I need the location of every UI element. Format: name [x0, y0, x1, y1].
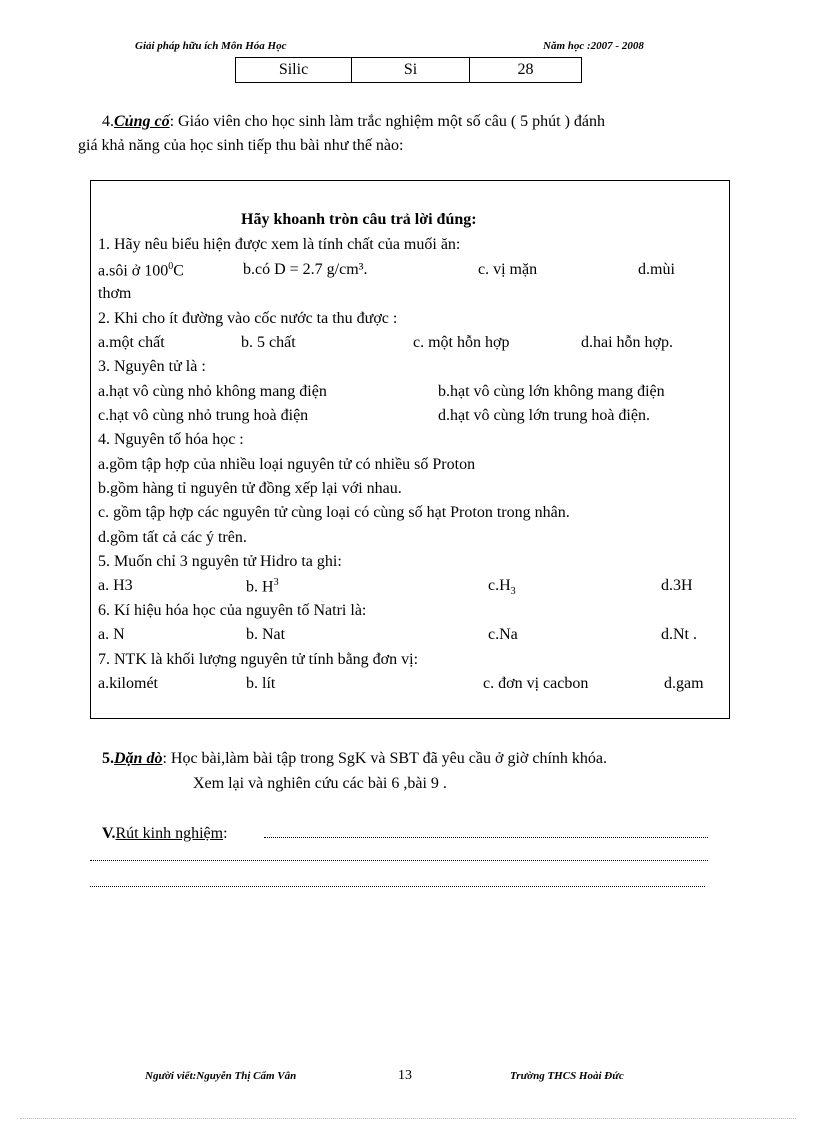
section-v-number: V. — [102, 825, 116, 842]
q3-option-a: a.hạt vô cùng nhỏ không mang điện — [98, 383, 327, 400]
q5c-sub: 3 — [510, 586, 516, 598]
section5-number: 5. — [102, 750, 114, 767]
question-6: 6. Kí hiệu hóa học của nguyên tố Natri là: — [98, 602, 367, 619]
section5-line2: Xem lại và nghiên cứu các bài 6 ,bài 9 . — [193, 775, 447, 792]
q6-option-b: b. Nat — [246, 626, 286, 643]
element-name-cell: Silic — [236, 58, 352, 83]
section5-text: : Học bài,làm bài tập trong SgK và SBT đã yêu cầu ở giờ chính khóa. — [162, 750, 607, 767]
element-table — [235, 57, 582, 83]
q5b-sup: 3 — [273, 577, 279, 588]
q5-option-d: d.3H — [661, 577, 693, 594]
page-number: 13 — [398, 1068, 412, 1083]
footer-school: Trường THCS Hoài Đức — [510, 1070, 624, 1082]
question-7: 7. NTK là khối lượng nguyên tử tính bằng đơn vị: — [98, 651, 419, 668]
q5-option-a: a. H3 — [98, 577, 133, 594]
dotted-line — [90, 886, 705, 887]
section4-line2: giá khả năng của học sinh tiếp thu bài như thế nào: — [78, 137, 404, 154]
q5b-text: b. H — [246, 578, 274, 596]
q1a-sup: 0 — [168, 261, 174, 272]
header-right: Năm học :2007 - 2008 — [543, 40, 644, 52]
q4-option-d: d.gồm tất cả các ý trên. — [98, 529, 247, 546]
dotted-line — [90, 860, 708, 861]
section4-line1 — [102, 110, 605, 134]
q7-option-c: c. đơn vị cacbon — [483, 675, 589, 692]
section4-heading: Củng cố — [114, 113, 170, 130]
q4-option-a: a.gồm tập hợp của nhiều loại nguyên tử có nhiều số Proton — [98, 456, 476, 473]
q1-option-b: b.có D = 2.7 g/cm³. — [243, 261, 368, 278]
q3-option-d: d.hạt vô cùng lớn trung hoà điện. — [438, 407, 650, 424]
q5-option-c — [488, 577, 516, 597]
element-mass-cell: 28 — [470, 58, 582, 83]
q7-option-a: a.kilomét — [98, 675, 158, 692]
q7-option-d: d.gam — [664, 675, 704, 692]
q6-option-c: c.Na — [488, 626, 518, 643]
q6-option-a: a. N — [98, 626, 125, 643]
q1-option-c: c. vị mặn — [478, 261, 538, 278]
q4-option-c: c. gồm tập hợp các nguyên tử cùng loại có cùng số hạt Proton trong nhân. — [98, 504, 570, 521]
q7-option-b: b. lít — [246, 675, 276, 692]
q2-option-a: a.một chất — [98, 334, 165, 351]
question-4: 4. Nguyên tố hóa học : — [98, 431, 244, 448]
q5c-text: c.H — [488, 577, 511, 594]
q2-option-d: d.hai hỗn hợp. — [581, 334, 674, 351]
q1-option-a — [98, 261, 184, 280]
section4-text: : Giáo viên cho học sinh làm trắc nghiệm một số câu ( 5 phút ) đánh — [169, 113, 606, 130]
section5-line1 — [102, 747, 607, 771]
element-symbol-cell: Si — [352, 58, 470, 83]
header-left: Giải pháp hữu ích Môn Hóa Học — [135, 40, 287, 52]
q6-option-d: d.Nt . — [661, 626, 697, 643]
q2-option-c: c. một hỗn hợp — [413, 334, 510, 351]
q3-option-c: c.hạt vô cùng nhỏ trung hoà điện — [98, 407, 309, 424]
section-v-title — [102, 822, 228, 846]
quiz-box — [90, 180, 730, 719]
q4-option-b: b.gồm hàng tỉ nguyên tử đồng xếp lại với nhau. — [98, 480, 402, 497]
section-v-colon: : — [223, 825, 228, 842]
question-5: 5. Muốn chỉ 3 nguyên tử Hidro ta ghi: — [98, 553, 342, 570]
table-row — [236, 58, 582, 83]
section4-number: 4. — [102, 113, 114, 130]
dotted-line — [264, 837, 708, 838]
footer-author: Người viết:Nguyễn Thị Cẩm Vân — [145, 1070, 297, 1082]
question-2: 2. Khi cho ít đường vào cốc nước ta thu được : — [98, 310, 398, 327]
q5-option-b — [246, 577, 279, 596]
q1-option-d-cont: thơm — [98, 285, 132, 302]
quiz-title: Hãy khoanh tròn câu trả lời đúng: — [241, 211, 477, 228]
q1-option-d: d.mùi — [638, 261, 675, 278]
q1a-text: a.sôi ở 100 — [98, 262, 169, 280]
q3-option-b: b.hạt vô cùng lớn không mang điện — [438, 383, 665, 400]
section5-heading: Dặn dò — [114, 750, 163, 767]
q2-option-b: b. 5 chất — [241, 334, 296, 351]
question-3: 3. Nguyên tử là : — [98, 358, 206, 375]
q1a-unit: C — [173, 262, 184, 280]
section-v-heading: Rút kinh nghiệm — [115, 825, 224, 842]
question-1: 1. Hãy nêu biểu hiện được xem là tính chất của muối ăn: — [98, 236, 461, 253]
page-bottom-border — [20, 1118, 796, 1119]
